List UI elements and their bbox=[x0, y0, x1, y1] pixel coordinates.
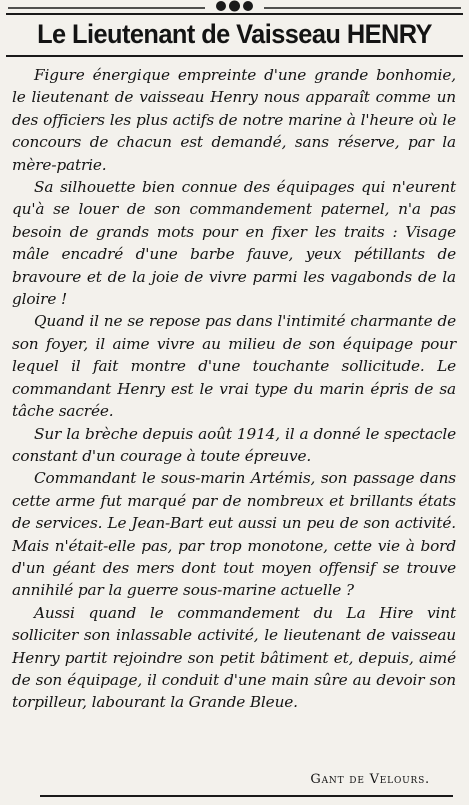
article-body bbox=[12, 64, 456, 714]
paragraph: Aussi quand le commandement du La Hire vint solliciter son inlassable activité, le lieutenant de vaisseau Henry partit rejoindre son petit bâtiment et, depuis, aimé de son équipage, il conduit d'une main sûre au devoir son torpilleur, labourant la Grande Bleue. bbox=[12, 603, 456, 712]
header-ornament bbox=[0, 0, 469, 12]
signature-line bbox=[12, 772, 456, 792]
title-bottom-rule bbox=[6, 55, 463, 57]
paragraph: Sa silhouette bien connue des équipages qui n'eurent qu'à se louer de son commandement paternel, n'a pas besoin de grands mots pour en fixer les traits : Visage mâle encadré d'une barbe fauve, yeux pétillants de bravoure et de la joie de vivre parmi les vagabonds de la gloire ! bbox=[12, 178, 456, 309]
footer-rule bbox=[40, 795, 453, 797]
page-title: Le Lieutenant de Vaisseau HENRY bbox=[37, 18, 432, 49]
paragraph: Sur la brèche depuis août 1914, il a donné le spectacle constant d'un courage à toute épreuve. bbox=[12, 424, 456, 465]
paragraph: Figure énergique empreinte d'une grande bonhomie, le lieutenant de vaisseau Henry nous apparaît comme un des officiers les plus actifs de notre marine à l'heure où le concours de chacun est demandé, sans réserve, par la mère-patrie. bbox=[12, 66, 456, 174]
paragraph: Commandant le sous-marin Artémis, son passage dans cette arme fut marqué par de nombreux et brillants états de services. Le Jean-Bart eut aussi un peu de son activité. Mais n'était-elle pas, par trop monotone, cette vie à bord d'un géant des mers dont tout moyen offensif se trouve annihilé par la guerre sous-marine actuelle ? bbox=[12, 469, 456, 600]
paragraph: Quand il ne se repose pas dans l'intimité charmante de son foyer, il aime vivre au milieu de son équipage pour lequel il fait montre d'une touchante sollicitude. Le commandant Henry est le vrai type du marin épris de sa tâche sacrée. bbox=[12, 312, 456, 421]
author-signature: Gant de Velours. bbox=[310, 772, 430, 787]
